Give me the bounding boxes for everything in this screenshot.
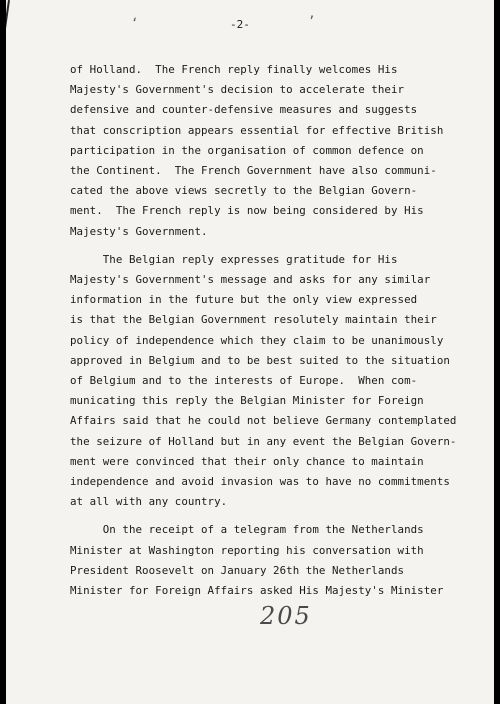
text-line: participation in the organisation of common defence on [70, 143, 424, 157]
handwritten-page-annotation: 205 [260, 602, 312, 630]
scan-tick-mark: ’ [308, 14, 316, 28]
paragraph-3 [70, 520, 494, 601]
text-line: independence and avoid invasion was to have no commitments [70, 475, 450, 489]
text-line: municating this reply the Belgian Minister for Foreign [70, 394, 424, 408]
text-line: Majesty's Government's message and asks for any similar [70, 273, 431, 287]
scan-tick-mark: ‘ [131, 16, 139, 30]
paragraph-2 [70, 250, 494, 513]
text-line: ment. The French reply is now being considered by His [70, 204, 424, 218]
text-line: ment were convinced that their only chance to maintain [70, 454, 424, 468]
text-line: at all with any country. [70, 495, 228, 509]
text-line: Majesty's Government's decision to accelerate their [70, 83, 405, 97]
text-line: defensive and counter-defensive measures and suggests [70, 103, 418, 117]
text-line: Majesty's Government. [70, 224, 208, 238]
text-line: of Holland. The French reply finally welcomes His [70, 63, 398, 76]
text-line: of Belgium and to the interests of Europe. When com- [70, 374, 418, 388]
paragraph-1 [70, 60, 494, 242]
scan-edge-mark [6, 0, 10, 58]
text-line: On the receipt of a telegram from the Netherlands [70, 523, 424, 537]
text-line: cated the above views secretly to the Belgian Govern- [70, 184, 418, 198]
text-line: Minister for Foreign Affairs asked His Majesty's Minister [70, 584, 444, 598]
text-line: President Roosevelt on January 26th the Netherlands [70, 563, 405, 577]
document-body [70, 60, 494, 601]
text-line: Minister at Washington reporting his conversation with [70, 543, 424, 557]
text-line: the Continent. The French Government have also communi- [70, 164, 437, 178]
text-line: The Belgian reply expresses gratitude for His [70, 252, 398, 266]
text-line: policy of independence which they claim to be unanimously [70, 333, 444, 347]
page-number: -2- [230, 18, 250, 31]
text-line: that conscription appears essential for effective British [70, 123, 444, 137]
text-line: Affairs said that he could not believe Germany contemplated [70, 414, 457, 428]
text-line: the seizure of Holland but in any event the Belgian Govern- [70, 434, 457, 448]
text-line: is that the Belgian Government resolutely maintain their [70, 313, 437, 327]
text-line: approved in Belgium and to be best suited to the situation [70, 353, 450, 367]
text-line: information in the future but the only view expressed [70, 293, 418, 307]
document-page [6, 0, 494, 704]
